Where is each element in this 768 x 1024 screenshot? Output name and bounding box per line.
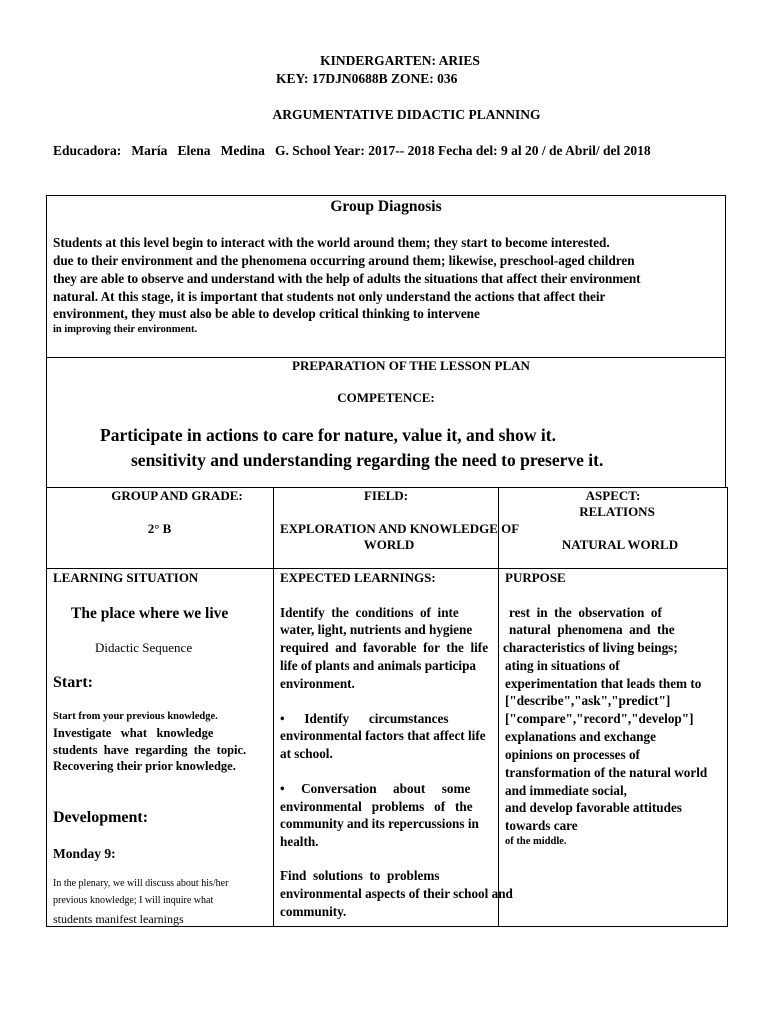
- preparation-title: PREPARATION OF THE LESSON PLAN: [292, 358, 530, 373]
- diagnosis-line: they are able to observe and understand with the help of adults the situations that affect their environment: [53, 271, 641, 286]
- expected-line: water, light, nutrients and hygiene: [280, 622, 473, 637]
- expected-line: life of plants and animals participa: [280, 658, 477, 673]
- learning-title: The place where we live: [71, 605, 229, 622]
- purpose-line: and develop favorable attitudes: [505, 800, 682, 815]
- grid-right-border: [727, 487, 728, 927]
- purpose-line: towards care: [505, 818, 578, 833]
- start-heading: Start:: [53, 674, 93, 691]
- expected-line: environment.: [280, 676, 355, 691]
- start-line: Recovering their prior knowledge.: [53, 759, 236, 773]
- diagnosis-last-line: in improving their environment.: [53, 324, 198, 335]
- diagnosis-line: environment, they must also be able to develop critical thinking to intervene: [53, 306, 480, 321]
- kindergarten-name: KINDERGARTEN: ARIES: [320, 53, 480, 68]
- development-heading: Development:: [53, 809, 149, 826]
- purpose-line: transformation of the natural world: [505, 765, 708, 780]
- find-solutions-line: community.: [280, 904, 347, 919]
- purpose-line: characteristics of living beings;: [503, 640, 678, 655]
- expected-learnings-label: EXPECTED LEARNINGS:: [280, 570, 436, 585]
- grid-row-divider: [46, 568, 728, 569]
- development-small-line: previous knowledge; I will inquire what: [53, 895, 214, 906]
- competence-line-2: sensitivity and understanding regarding the need to preserve it.: [131, 450, 604, 470]
- field-label: FIELD:: [363, 488, 409, 503]
- document-title: ARGUMENTATIVE DIDACTIC PLANNING: [272, 107, 541, 122]
- competence-label: COMPETENCE:: [337, 390, 435, 405]
- purpose-line: opinions on processes of: [505, 747, 640, 762]
- field-value: EXPLORATION AND KNOWLEDGE OF: [280, 521, 520, 536]
- group-diagnosis-title: Group Diagnosis: [330, 198, 442, 215]
- competence-line-1: Participate in actions to care for nature, value it, and show it.: [100, 425, 556, 445]
- diagnosis-line: Students at this level begin to interact with the world around them; they start to become interested.: [53, 235, 610, 250]
- diagnosis-line: due to their environment and the phenomena occurring around them; likewise, preschool-aged children: [53, 253, 635, 268]
- bullet-conversation-line: community and its repercussions in: [280, 816, 479, 831]
- purpose-line: experimentation that leads them to: [505, 676, 702, 691]
- group-grade-value: 2° B: [147, 521, 172, 536]
- find-solutions-line: Find solutions to problems: [280, 868, 440, 883]
- expected-line: Identify the conditions of inte: [280, 605, 459, 620]
- bullet-identify-line: at school.: [280, 746, 333, 761]
- didactic-sequence: Didactic Sequence: [95, 640, 193, 655]
- find-solutions-line: environmental aspects of their school and: [280, 886, 513, 901]
- grid-col-divider-1: [273, 487, 274, 927]
- aspect-value: RELATIONS: [579, 504, 655, 519]
- grid-left-border: [46, 487, 47, 927]
- aspect-value-2: NATURAL WORLD: [561, 537, 679, 552]
- purpose-line: ["describe","ask","predict"]: [505, 693, 671, 708]
- purpose-label: PURPOSE: [505, 570, 566, 585]
- start-line: Investigate what knowledge: [53, 726, 214, 740]
- purpose-line: natural phenomena and the: [509, 622, 675, 637]
- group-grade-label: GROUP AND GRADE:: [111, 488, 243, 503]
- development-last-line: students manifest learnings: [53, 912, 184, 926]
- diagnosis-line: natural. At this stage, it is important that students not only understand the actions that affect their: [53, 289, 606, 304]
- expected-line: required and favorable for the life: [280, 640, 489, 655]
- bullet-identify-line: environmental factors that affect life: [280, 728, 486, 743]
- purpose-line: and immediate social,: [505, 783, 627, 798]
- learning-situation-label: LEARNING SITUATION: [53, 570, 199, 585]
- school-key: KEY: 17DJN0688B ZONE: 036: [276, 71, 458, 86]
- bullet-conversation-line: environmental problems of the: [280, 799, 473, 814]
- purpose-line: explanations and exchange: [505, 729, 656, 744]
- purpose-line: ating in situations of: [505, 658, 620, 673]
- start-line: students have regarding the topic.: [53, 743, 247, 757]
- purpose-line: ["compare","record","develop"]: [505, 711, 694, 726]
- aspect-label: ASPECT:: [585, 488, 641, 503]
- monday-heading: Monday 9:: [53, 846, 116, 861]
- purpose-last-line: of the middle.: [505, 836, 567, 847]
- field-value-2: WORLD: [363, 537, 415, 552]
- grid-col-divider-2: [498, 487, 499, 927]
- bullet-conversation-line: health.: [280, 834, 319, 849]
- bullet-identify-line: • Identify circumstances: [280, 711, 449, 726]
- development-small-line: In the plenary, we will discuss about his/her: [53, 878, 229, 889]
- purpose-line: rest in the observation of: [509, 605, 662, 620]
- educator-line: Educadora: María Elena Medina G. School Year: 2017-- 2018 Fecha del: 9 al 20 / de Abril/ del 2018: [53, 143, 651, 158]
- bullet-conversation-line: • Conversation about some: [280, 781, 471, 796]
- start-small-text: Start from your previous knowledge.: [53, 711, 218, 722]
